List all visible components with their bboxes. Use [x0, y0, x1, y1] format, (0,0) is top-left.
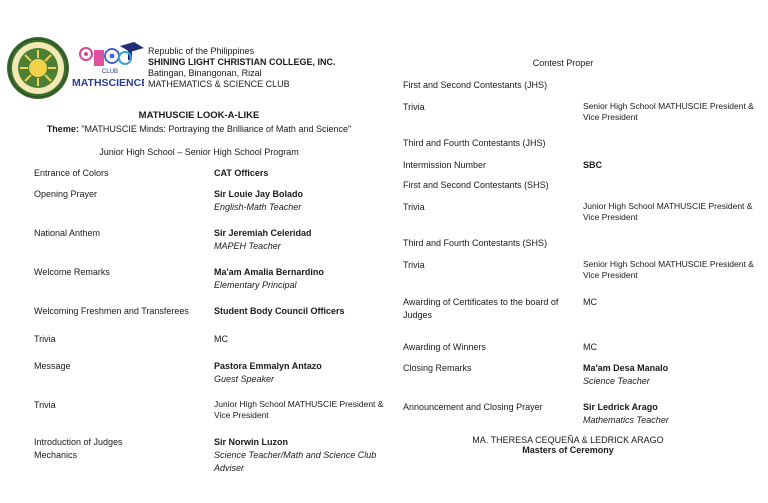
person-role: English-Math Teacher	[214, 202, 302, 212]
label-line: Introduction of Judges	[34, 437, 123, 447]
program-item-label: Trivia	[403, 102, 425, 112]
section-heading: Third and Fourth Contestants (JHS)	[403, 138, 546, 148]
program-item-label: Trivia	[34, 400, 56, 410]
program-item-label: National Anthem	[34, 228, 101, 238]
person-role: Mathematics Teacher	[583, 415, 669, 425]
program-item-person	[583, 201, 763, 223]
program-item-label: Welcome Remarks	[34, 267, 110, 277]
program-item-person	[214, 266, 384, 292]
school-seal-logo	[6, 36, 70, 100]
masters-of-ceremony	[400, 435, 736, 455]
person-name: Sir Louie Jay Bolado	[214, 189, 304, 199]
program-item-label: Announcement and Closing Prayer	[403, 402, 543, 412]
program-item-person	[214, 188, 384, 214]
club-logo-sub-text: CLUB	[102, 69, 119, 75]
program-item-person	[214, 167, 384, 180]
club-logo-text: MATHSCIENCE	[72, 77, 144, 89]
school-address: Batingan, Binangonan, Rizal	[148, 68, 262, 78]
program-item-label: Opening Prayer	[34, 189, 98, 199]
person-name: SBC	[583, 160, 603, 170]
program-item-person	[583, 341, 763, 354]
program-item-label: Awarding of Certificates to the board of Judges	[403, 297, 559, 320]
section-heading: First and Second Contestants (SHS)	[403, 180, 549, 190]
person-name: Sir Jeremiah Celeridad	[214, 228, 312, 238]
program-item-person	[214, 333, 384, 346]
person-role: MAPEH Teacher	[214, 241, 281, 251]
label-line-2: Mechanics	[34, 450, 78, 460]
person-name: Ma'am Amalia Bernardino	[214, 267, 324, 277]
republic-line: Republic of the Philippines	[148, 46, 255, 56]
person-plain: MC	[583, 342, 597, 352]
person-plain: MC	[583, 297, 597, 307]
club-name: MATHEMATICS & SCIENCE CLUB	[148, 79, 290, 89]
program-item-person	[583, 296, 763, 309]
person-plain: MC	[214, 334, 228, 344]
theme-label: Theme:	[46, 124, 79, 134]
program-item-label: Trivia	[403, 202, 425, 212]
person-role: Guest Speaker	[214, 374, 275, 384]
person-name: Sir Ledrick Arago	[583, 402, 658, 412]
person-role: Science Teacher/Math and Science Club Adviser	[214, 450, 377, 473]
program-item-label: Trivia	[34, 334, 56, 344]
program-item-person	[583, 401, 763, 427]
mc-names: MA. THERESA CEQUEÑA & LEDRICK ARAGO	[472, 435, 664, 445]
program-item-person	[214, 227, 384, 253]
person-plain: Senior High School MATHUSCIE President & Vice President	[583, 101, 754, 122]
program-item-person	[583, 101, 763, 123]
program-item-label: Closing Remarks	[403, 363, 472, 373]
school-header	[148, 46, 336, 90]
event-title: MATHUSCIE LOOK-A-LIKE	[138, 110, 260, 121]
program-title: Junior High School – Senior High School Program	[99, 147, 299, 157]
person-name: Pastora Emmalyn Antazo	[214, 361, 322, 371]
program-item-label	[34, 436, 212, 462]
person-role: Science Teacher	[583, 376, 650, 386]
program-item-label: Message	[34, 361, 71, 371]
program-item-person	[214, 360, 384, 386]
person-role: Elementary Principal	[214, 280, 297, 290]
program-item-person	[583, 159, 763, 172]
person-name: Sir Norwin Luzon	[214, 437, 288, 447]
program-item-label: Awarding of Winners	[403, 342, 486, 352]
mc-role: Masters of Ceremony	[522, 445, 614, 455]
event-theme	[14, 124, 384, 134]
person-plain: Senior High School MATHUSCIE President & Vice President	[583, 259, 754, 280]
mathscience-club-logo	[72, 40, 144, 90]
contest-proper-title: Contest Proper	[532, 58, 594, 68]
program-item-person	[583, 362, 763, 388]
program-item-person	[214, 399, 384, 421]
theme-text: "MATHUSCIE Minds: Portraying the Brilliance of Math and Science"	[81, 124, 352, 134]
person-name: Student Body Council Officers	[214, 306, 345, 316]
program-item-label: Welcoming Freshmen and Transferees	[34, 306, 189, 316]
program-item-person	[214, 305, 384, 318]
section-heading: Third and Fourth Contestants (SHS)	[403, 238, 548, 248]
person-plain: Junior High School MATHUSCIE President & Vice President	[583, 201, 753, 222]
person-name: CAT Officers	[214, 168, 269, 178]
person-plain: Junior High School MATHUSCIE President & Vice President	[214, 399, 384, 420]
person-name: Ma'am Desa Manalo	[583, 363, 669, 373]
program-item-person	[214, 436, 384, 475]
school-name: SHINING LIGHT CHRISTIAN COLLEGE, INC.	[148, 57, 336, 67]
section-heading: First and Second Contestants (JHS)	[403, 80, 548, 90]
program-item-label: Intermission Number	[403, 160, 487, 170]
program-item-label: Trivia	[403, 260, 425, 270]
program-item-label: Entrance of Colors	[34, 168, 109, 178]
program-item-person	[583, 259, 763, 281]
